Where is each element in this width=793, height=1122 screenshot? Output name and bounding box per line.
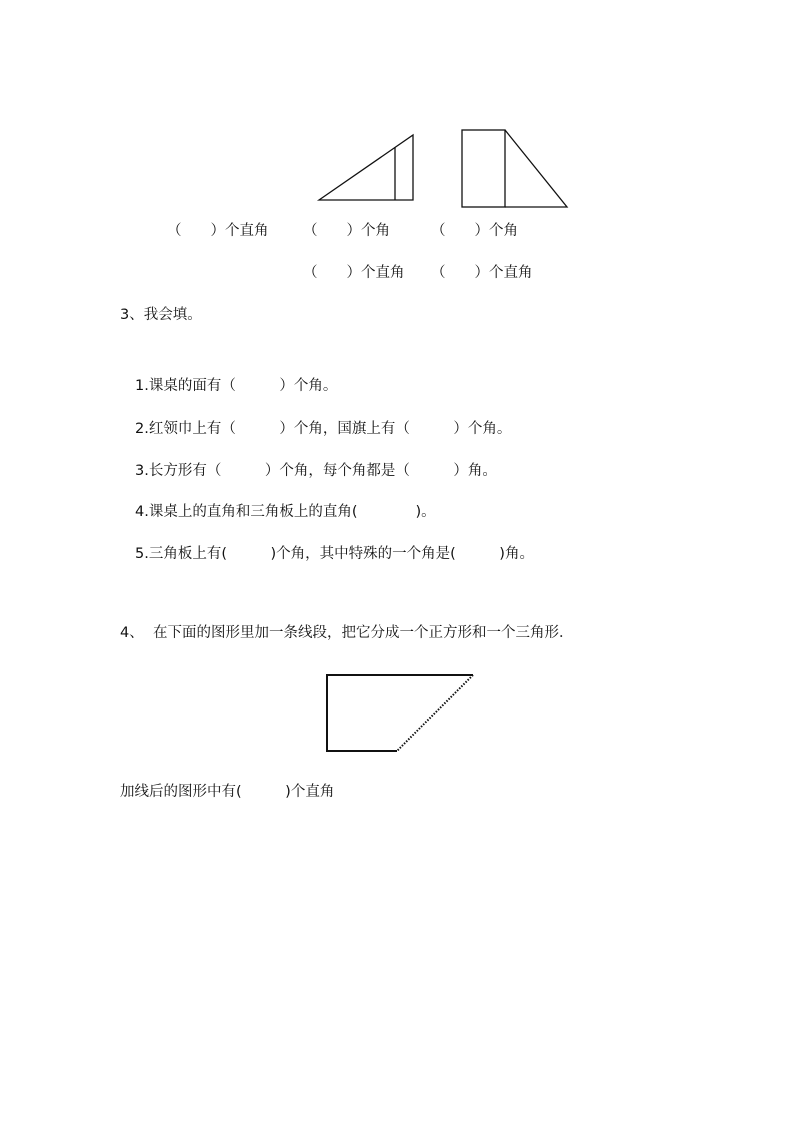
blank-row2-item1: （ ）个直角 bbox=[303, 265, 405, 281]
blank-row1-item3: （ ）个角 bbox=[431, 223, 518, 239]
question-item-5: 5.三角板上有( )个角，其中特殊的一个角是( )角。 bbox=[135, 546, 534, 562]
question-item-3: 3.长方形有（ ）个角，每个角都是（ ）角。 bbox=[135, 463, 497, 479]
blank-row2-item2: （ ）个直角 bbox=[431, 265, 533, 281]
triangle-outline bbox=[319, 135, 413, 200]
blank-row1-item1: （ ）个直角 bbox=[167, 223, 269, 239]
trapezoid-solid-edges bbox=[327, 675, 473, 751]
blank-row1-item2: （ ）个角 bbox=[303, 223, 390, 239]
attached-triangle bbox=[505, 130, 567, 207]
section4-heading: 4、 在下面的图形里加一条线段，把它分成一个正方形和一个三角形． bbox=[120, 625, 574, 641]
question-item-2: 2.红领巾上有（ ）个角，国旗上有（ ）个角。 bbox=[135, 421, 512, 437]
rectangle-outline bbox=[462, 130, 505, 207]
section3-heading: 3、我会填。 bbox=[120, 307, 202, 323]
question-item-4: 4.课桌上的直角和三角板上的直角( )。 bbox=[135, 504, 436, 520]
trapezoid-dotted-edge bbox=[397, 675, 473, 751]
section4-answer: 加线后的图形中有( )个直角 bbox=[120, 784, 335, 800]
question-item-1: 1.课桌的面有（ ）个角。 bbox=[135, 378, 338, 394]
